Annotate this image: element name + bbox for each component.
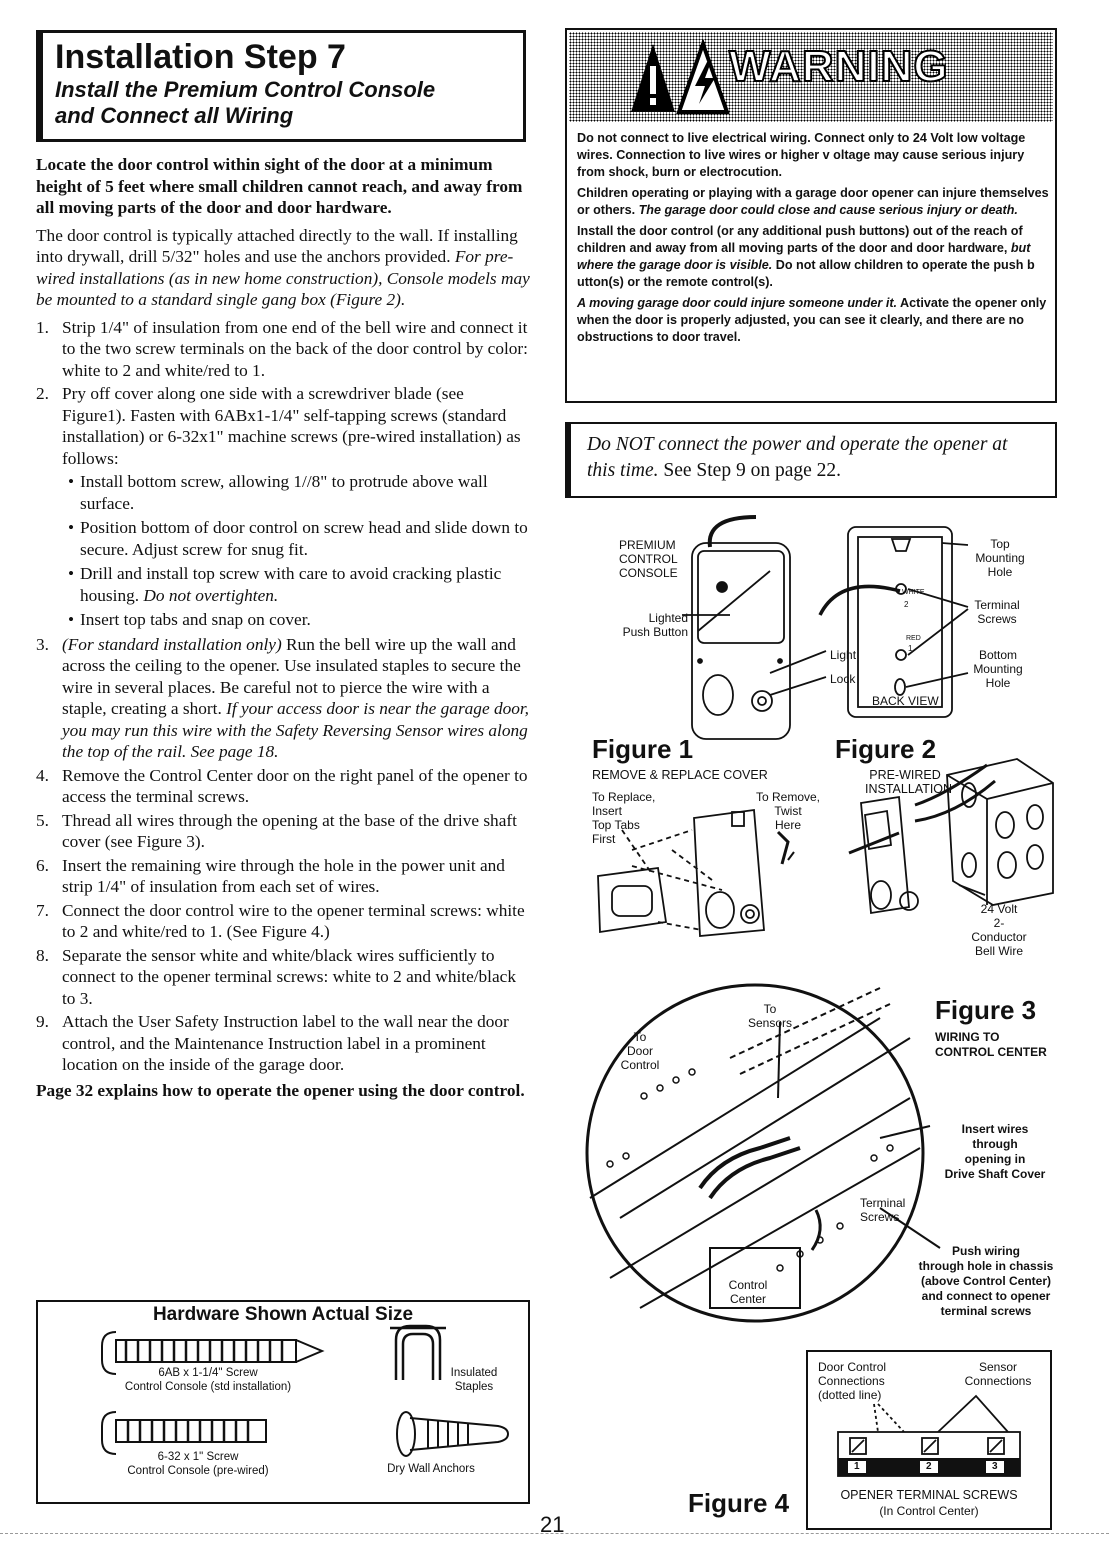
step-text: Remove the Control Center door on the right panel of the opener to access the terminal screws. bbox=[62, 765, 528, 806]
terminal-1-label: 1 bbox=[908, 644, 913, 653]
label-line: To bbox=[633, 1030, 647, 1044]
label-line: To Remove, bbox=[755, 790, 821, 804]
staples-line2: Staples bbox=[454, 1381, 494, 1393]
label-line: Twist bbox=[774, 804, 802, 818]
label-line: (above Control Center) bbox=[920, 1274, 1051, 1288]
bottom-rule bbox=[0, 1533, 1109, 1534]
label-line: WIRING TO bbox=[935, 1030, 1000, 1044]
note-italic: Do NOT connect the power and operate the opener at this time. bbox=[587, 434, 1008, 481]
label-line: Control bbox=[620, 1058, 660, 1072]
step-number: 1. bbox=[36, 317, 49, 337]
label-line: Terminal bbox=[860, 1196, 906, 1210]
label-line: INSTALLATION bbox=[865, 782, 953, 796]
bullet-item: • Insert top tabs and snap on cover. bbox=[62, 609, 531, 631]
lock-label: Lock bbox=[830, 672, 856, 686]
label-line: Sensors bbox=[747, 1016, 793, 1030]
step-number: 4. bbox=[36, 765, 49, 785]
terminal-screws-label bbox=[970, 598, 1024, 626]
step-text: Run the bell wire up the wall and across the ceiling to the opener. Use insulated staples to secure the wire in several places. Be careful not to pierce the wire with a staple, creating a short. bbox=[62, 634, 521, 718]
step-number: 6. bbox=[36, 855, 49, 875]
label-line: Drive Shaft Cover bbox=[944, 1167, 1046, 1181]
label-line: Terminal bbox=[974, 598, 1020, 612]
in-control-center-label: (In Control Center) bbox=[879, 1504, 979, 1518]
step-text: Pry off cover along one side with a screwdriver blade (see Figure1). Fasten with 6ABx1-1/4" self-tapping screws (standard installation) or 6-32x1" machine screws (pre-wired installation) as follows: bbox=[62, 384, 521, 468]
label-line: Push wiring bbox=[951, 1244, 1020, 1258]
label-line: Mounting bbox=[973, 662, 1023, 676]
step-item bbox=[36, 765, 531, 808]
label-line: CONSOLE bbox=[619, 566, 678, 580]
label-line: Screws bbox=[860, 1210, 900, 1224]
intro-italic: For pre-wired installations (as in new home construction), Console models may be mounted to a standard single gang box (Figure 2). bbox=[36, 247, 530, 309]
bottom-hole-label bbox=[970, 648, 1026, 690]
staples-line1: Insulated bbox=[450, 1367, 498, 1379]
figure4-title: Figure 4 bbox=[688, 1488, 790, 1518]
label-line: Bottom bbox=[978, 648, 1017, 662]
hardware-box bbox=[36, 1300, 530, 1504]
bullet-item: • Install bottom screw, allowing 1//8" to protrude above wall surface. bbox=[62, 471, 531, 514]
back-view-label: BACK VIEW bbox=[872, 694, 939, 708]
staples-label bbox=[434, 1366, 514, 1394]
step-text: Separate the sensor white and white/black wires sufficiently to connect to the opener terminal screws: white to 2 and white/black to 3. bbox=[62, 945, 516, 1008]
figure2-bell-wire-label bbox=[966, 902, 1032, 958]
screw1-use: Control Console (std installation) bbox=[124, 1381, 292, 1393]
figure3-subtitle bbox=[935, 1030, 1047, 1060]
warning-p2 bbox=[577, 185, 1049, 219]
step-number: 7. bbox=[36, 900, 49, 920]
bullet-text: Drill and install top screw with care to avoid cracking plastic housing. bbox=[80, 564, 502, 605]
figure1-remove-label bbox=[752, 790, 824, 832]
screw-632-icon bbox=[102, 1412, 266, 1454]
label-line: Door bbox=[626, 1044, 653, 1058]
label-line: Hole bbox=[985, 676, 1011, 690]
label-line: Sensor bbox=[978, 1360, 1018, 1374]
warning-p2-text: Children operating or playing with a garage door opener can injure themselves or others. bbox=[577, 186, 1049, 217]
label-line: CONTROL CENTER bbox=[935, 1045, 1047, 1059]
label-line: Screws bbox=[977, 612, 1017, 626]
warning-p2-italic: The garage door could close and cause serious injury or death. bbox=[638, 203, 1018, 217]
intro-bold: Locate the door control within sight of the door at a minimum height of 5 feet where small children cannot reach, and away from all moving parts of the door and door hardware. bbox=[36, 155, 523, 217]
figure1-title: Figure 1 bbox=[592, 734, 694, 764]
red-wire-label: RED bbox=[906, 635, 921, 642]
step-italic-suffix: If your access door is near the garage door, you may run this wire with the Safety Reversing Sensor wires along the top of the rail. See page 18. bbox=[62, 699, 529, 761]
terminal-2-label: 2 bbox=[904, 600, 909, 609]
warning-triangle-icons bbox=[629, 40, 729, 116]
label-line: CONTROL bbox=[619, 552, 678, 566]
control-center-label bbox=[718, 1278, 778, 1306]
warning-p3-italic: but where the garage door is visible. bbox=[577, 241, 1031, 272]
intro-paragraph bbox=[36, 225, 531, 311]
push-wiring-label bbox=[912, 1244, 1060, 1319]
label-line: Push Button bbox=[622, 625, 688, 639]
step-number: 5. bbox=[36, 810, 49, 830]
exclamation-icon bbox=[631, 44, 675, 112]
step-item bbox=[36, 634, 531, 763]
warning-p3-text: Install the door control (or any additional push buttons) out of the reach of children and away from all moving parts of the door and door hardware, bbox=[577, 224, 1023, 255]
label-line: (dotted line) bbox=[818, 1388, 882, 1402]
step-text: Thread all wires through the opening at the base of the drive shaft cover (see Figure 3). bbox=[62, 810, 517, 851]
to-sensors-label bbox=[740, 1002, 800, 1030]
warning-p4-text: Activate the opener only when the door is properly adjusted, you can see it clearly, and there are no obstructions to door travel. bbox=[577, 296, 1047, 344]
step-text: Strip 1/4" of insulation from one end of the bell wire and connect it to the two screw terminals on the back of the door control by color: white to 2 and white/red to 1. bbox=[62, 317, 528, 380]
figure1-replace-label bbox=[592, 790, 655, 846]
intro-text: The door control is typically attached directly to the wall. If installing into drywall, drill 5/32" holes and use the anchors provided. bbox=[36, 225, 518, 266]
label-line: Control bbox=[728, 1278, 768, 1292]
step-number: 8. bbox=[36, 945, 49, 965]
label-line: opening in bbox=[964, 1152, 1026, 1166]
label-line: through bbox=[972, 1137, 1018, 1151]
warning-header bbox=[569, 32, 1053, 122]
light-label: Light bbox=[830, 648, 857, 662]
bullet-italic: Do not overtighten. bbox=[143, 585, 279, 605]
step-item bbox=[36, 317, 531, 382]
step-italic-prefix: (For standard installation only) bbox=[62, 634, 282, 654]
step-text: Connect the door control wire to the opener terminal screws: white to 2 and white/red to 1. (See Figure 4.) bbox=[62, 900, 525, 941]
figure4-box bbox=[806, 1350, 1052, 1530]
screw1-size: 6AB x 1-1/4" Screw bbox=[158, 1367, 258, 1379]
label-line: Top Tabs bbox=[592, 818, 640, 832]
warning-text bbox=[577, 130, 1049, 350]
label-line: To Replace, bbox=[592, 790, 656, 804]
premium-console-label bbox=[619, 538, 678, 580]
note-text: See Step 9 on page 22. bbox=[658, 460, 842, 481]
warning-p4-italic: A moving garage door could injure someone under it. bbox=[577, 296, 898, 310]
step-item bbox=[36, 945, 531, 1010]
step-subtitle-line1: Install the Premium Control Console bbox=[55, 77, 436, 102]
label-line: terminal screws bbox=[940, 1304, 1032, 1318]
step-text: Insert the remaining wire through the hole in the power unit and strip 1/4" of insulation from each set of wires. bbox=[62, 855, 505, 896]
label-line: through hole in chassis bbox=[918, 1259, 1054, 1273]
step-title: Installation Step 7 bbox=[55, 38, 346, 76]
bullet-item: • Position bottom of door control on screw head and slide down to secure. Adjust screw for snug fit. bbox=[62, 517, 531, 560]
label-line: To bbox=[763, 1002, 777, 1016]
screw2-use: Control Console (pre-wired) bbox=[127, 1465, 269, 1477]
steps-list bbox=[36, 317, 531, 1076]
label-line: and connect to opener bbox=[921, 1289, 1051, 1303]
lighted-button-label bbox=[610, 611, 688, 639]
label-line: Insert bbox=[592, 804, 623, 818]
top-hole-label bbox=[974, 537, 1026, 579]
label-line: Top bbox=[990, 537, 1010, 551]
screw2-label bbox=[98, 1450, 298, 1478]
label-line: Connections bbox=[964, 1374, 1032, 1388]
label-line: Hole bbox=[987, 565, 1013, 579]
closing-bold: Page 32 explains how to operate the opener using the door control. bbox=[36, 1080, 525, 1100]
terminal-2: 2 bbox=[926, 1461, 932, 1472]
white-wire-label: WHITE bbox=[902, 589, 925, 596]
label-line: Lighted bbox=[648, 611, 688, 625]
label-line: 24 Volt bbox=[980, 902, 1018, 916]
step-text: Attach the User Safety Instruction label to the wall near the door control, and the Maintenance Instruction label in a prominent location on the inside of the garage door. bbox=[62, 1012, 509, 1074]
terminal-3: 3 bbox=[992, 1461, 998, 1472]
label-line: Bell Wire bbox=[974, 944, 1023, 958]
warning-p1: Do not connect to live electrical wiring. Connect only to 24 Volt low voltage wires. Connection to live wires or higher v oltage may cause serious injury from shock, burn or electrocution. bbox=[577, 131, 1026, 179]
step-title-box bbox=[36, 30, 526, 142]
fig3-terminal-screws-label bbox=[860, 1196, 905, 1224]
hardware-title: Hardware Shown Actual Size bbox=[152, 1304, 414, 1325]
insert-wires-label bbox=[932, 1122, 1058, 1182]
instructions-column bbox=[36, 154, 531, 1107]
step-number: 2. bbox=[36, 384, 49, 403]
warning-box bbox=[565, 28, 1057, 403]
to-door-control-label bbox=[612, 1030, 668, 1072]
step-subtitle-line2: and Connect all Wiring bbox=[55, 103, 294, 128]
warning-p3 bbox=[577, 223, 1049, 291]
shock-hazard-icon bbox=[679, 44, 727, 112]
label-line: Center bbox=[729, 1292, 767, 1306]
step-item bbox=[36, 900, 531, 943]
opener-terminal-screws-label: OPENER TERMINAL SCREWS bbox=[840, 1488, 1018, 1502]
figure3-title: Figure 3 bbox=[935, 995, 1037, 1025]
anchors-label: Dry Wall Anchors bbox=[387, 1463, 475, 1475]
drywall-anchor-icon bbox=[397, 1412, 508, 1456]
step-number: 9. bbox=[36, 1012, 49, 1031]
terminal-1: 1 bbox=[854, 1461, 860, 1472]
label-line: Mounting bbox=[975, 551, 1025, 565]
bullet-item bbox=[62, 563, 531, 606]
screw1-label bbox=[98, 1366, 318, 1394]
warning-p3-text-b: Do not allow children to operate the push b utton(s) or the remote control(s). bbox=[577, 258, 1035, 289]
label-line: Connections bbox=[818, 1374, 885, 1388]
warning-p4 bbox=[577, 295, 1049, 346]
page-number: 21 bbox=[540, 1512, 565, 1537]
step-item bbox=[36, 1011, 531, 1076]
step-item bbox=[36, 810, 531, 853]
label-line: PREMIUM bbox=[619, 538, 676, 552]
step-item bbox=[36, 383, 531, 631]
screw2-size: 6-32 x 1" Screw bbox=[157, 1451, 239, 1463]
label-line: First bbox=[592, 832, 616, 846]
do-not-connect-note bbox=[565, 422, 1057, 498]
label-line: Here bbox=[774, 818, 801, 832]
figure1-subtitle: REMOVE & REPLACE COVER bbox=[592, 768, 768, 782]
warning-word: WARNING bbox=[729, 42, 949, 91]
label-line: Insert wires bbox=[961, 1122, 1029, 1136]
step-item bbox=[36, 855, 531, 898]
step-number: 3. bbox=[36, 634, 49, 654]
label-line: PRE-WIRED bbox=[869, 768, 941, 782]
label-line: Door Control bbox=[818, 1360, 887, 1374]
figure2-title: Figure 2 bbox=[835, 734, 937, 764]
label-line: 2-Conductor bbox=[971, 916, 1027, 944]
